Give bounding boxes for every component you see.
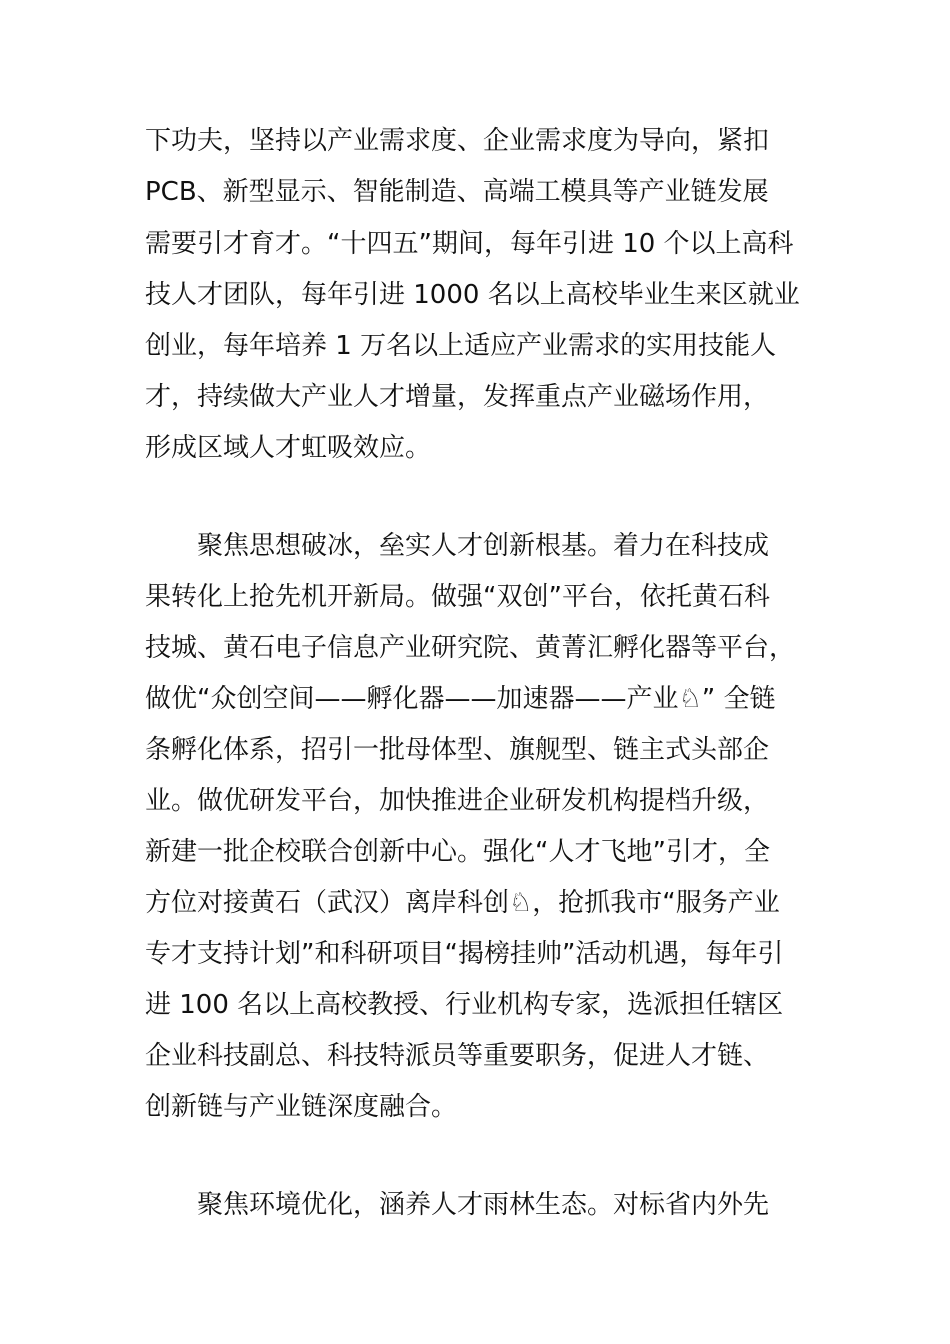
text-line: 创业，每年培养 1 万名以上适应产业需求的实用技能人: [145, 331, 777, 361]
text-line: 技城、黄石电子信息产业研究院、黄菁汇孵化器等平台，: [145, 633, 796, 663]
text-line: 下功夫，坚持以产业需求度、企业需求度为导向，紧扣: [145, 126, 770, 156]
text-line: 条孵化体系，招引一批母体型、旗舰型、链主式头部企: [145, 735, 770, 765]
text-line: 专才支持计划”和科研项目“揭榜挂帅”活动机遇，每年引: [145, 939, 784, 969]
text-line: 聚焦思想破冰，垒实人才创新根基。着力在科技成: [145, 531, 770, 561]
text-line: 果转化上抢先机开新局。做强“双创”平台，依托黄石科: [145, 582, 770, 612]
text-line: 新建一批企校联合创新中心。强化“人才飞地”引才，全: [145, 837, 770, 867]
text-line: 业。做优研发平台，加快推进企业研发机构提档升级，: [145, 786, 770, 816]
text-line: 才，持续做大产业人才增量，发挥重点产业磁场作用，: [145, 382, 770, 412]
text-line: 进 100 名以上高校教授、行业机构专家，选派担任辖区: [145, 990, 784, 1020]
text-line: 需要引才育才。“十四五”期间，每年引进 10 个以上高科: [145, 229, 794, 259]
text-line: PCB、新型显示、智能制造、高端工模具等产业链发展: [145, 177, 769, 207]
text-line: 方位对接黄石（武汉）离岸科创♘，抢抓我市“服务产业: [145, 888, 780, 918]
text-line: 聚焦环境优化，涵养人才雨林生态。对标省内外先: [145, 1190, 770, 1220]
text-line: 形成区域人才虹吸效应。: [145, 433, 432, 463]
text-line: 技人才团队，每年引进 1000 名以上高校毕业生来区就业: [145, 280, 800, 310]
text-line: 创新链与产业链深度融合。: [145, 1092, 458, 1122]
text-line: 企业科技副总、科技特派员等重要职务，促进人才链、: [145, 1041, 770, 1071]
text-line: 做优“众创空间——孵化器——加速器——产业♘” 全链: [145, 684, 776, 714]
